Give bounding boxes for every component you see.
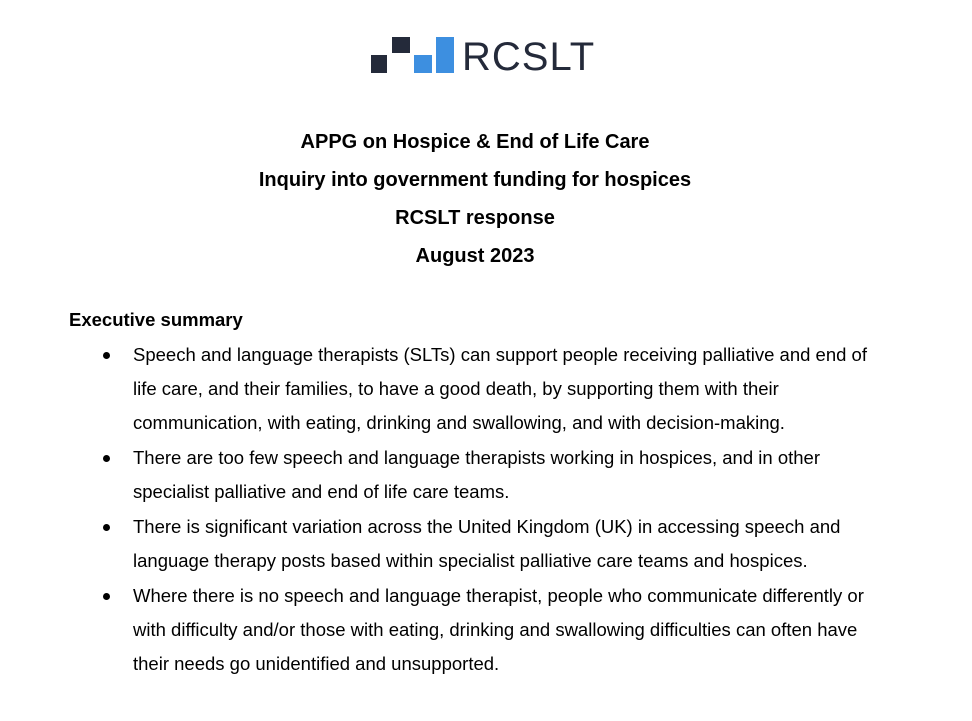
logo-square-blue-2 bbox=[436, 37, 454, 73]
list-item bbox=[0, 441, 893, 509]
title-appg: APPG on Hospice & End of Life Care bbox=[300, 131, 650, 153]
list-item bbox=[0, 510, 893, 578]
logo-square-dark-2 bbox=[392, 37, 410, 53]
logo-wordmark: RCSLT bbox=[462, 35, 596, 79]
executive-summary-list bbox=[0, 338, 972, 682]
list-item bbox=[0, 338, 893, 440]
bullet-text: Where there is no speech and language therapist, people who communicate differently or with difficulty and/or those with eating, drinking and swallowing difficulties can often have their needs go unidentified and unsupported. bbox=[133, 585, 864, 674]
rcslt-logo-mark-icon bbox=[370, 37, 454, 77]
bullet-text: Speech and language therapists (SLTs) can support people receiving palliative and end of life care, and their families, to have a good death, by supporting them with their communication, with eating, drinking and swallowing, and with decision-making. bbox=[133, 344, 867, 433]
bullet-icon bbox=[103, 524, 110, 531]
bullet-text: There is significant variation across the United Kingdom (UK) in accessing speech and language therapy posts based within specialist palliative care teams and hospices. bbox=[133, 516, 841, 571]
logo-square-blue-1 bbox=[414, 55, 432, 73]
list-item bbox=[0, 579, 893, 681]
bullet-icon bbox=[103, 352, 110, 359]
executive-summary-heading: Executive summary bbox=[69, 309, 243, 330]
title-inquiry: Inquiry into government funding for hospices bbox=[258, 169, 692, 191]
title-response: RCSLT response bbox=[395, 207, 555, 229]
bullet-text: There are too few speech and language therapists working in hospices, and in other specialist palliative and end of life care teams. bbox=[133, 447, 820, 502]
bullet-icon bbox=[103, 593, 110, 600]
logo-square-dark-1 bbox=[371, 55, 387, 73]
title-date: August 2023 bbox=[415, 245, 535, 267]
document-title-block bbox=[0, 123, 950, 275]
bullet-icon bbox=[103, 455, 110, 462]
rcslt-logo bbox=[370, 37, 595, 77]
